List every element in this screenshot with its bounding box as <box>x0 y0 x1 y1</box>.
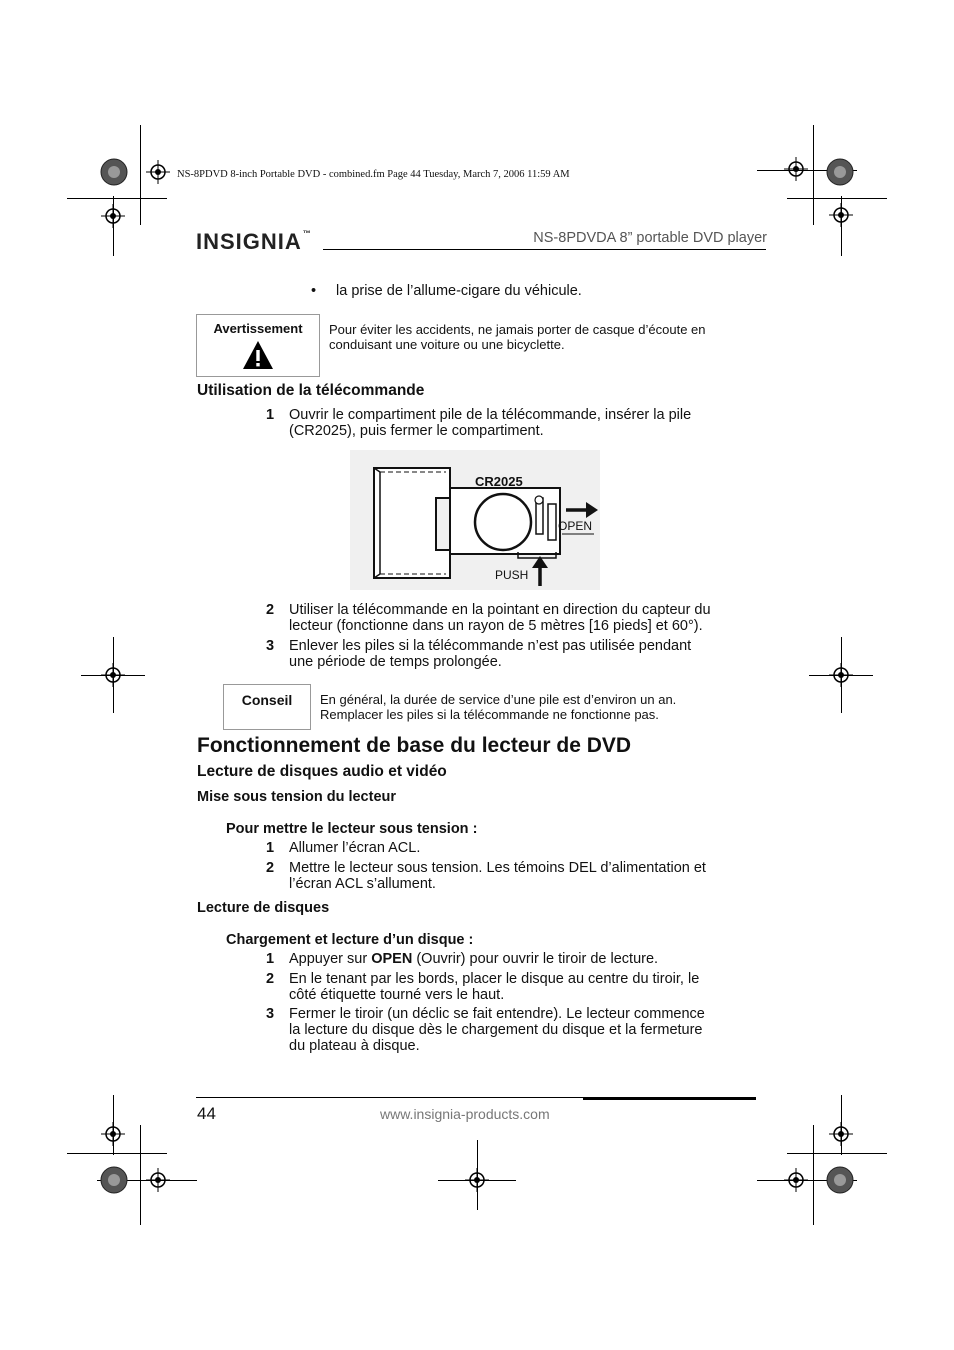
color-wheel-icon <box>100 158 128 186</box>
step-line: lecteur (fonctionne dans un rayon de 5 mètres [16 pieds] et 60°). <box>289 618 703 634</box>
power-procedure-heading: Pour mettre le lecteur sous tension : <box>226 821 478 837</box>
step-line: du plateau à disque. <box>289 1038 420 1054</box>
step-line: Mettre le lecteur sous tension. Les témoins DEL d’alimentation et <box>289 860 706 876</box>
step-text <box>289 860 759 892</box>
step-text <box>289 1006 759 1054</box>
step-text-part: (Ouvrir) pour ouvrir le tiroir de lecture. <box>412 951 659 967</box>
step-line: côté étiquette tourné vers le haut. <box>289 987 505 1003</box>
footer-url: www.insignia-products.com <box>380 1106 550 1122</box>
registration-target-icon <box>146 160 170 184</box>
color-wheel-icon <box>100 1166 128 1194</box>
registration-target-icon <box>784 157 808 181</box>
registration-target-icon <box>784 1168 808 1192</box>
warning-text-line: conduisant une voiture ou une bicyclette. <box>329 337 565 352</box>
open-keyword: OPEN <box>371 951 413 967</box>
step-line: Ouvrir le compartiment pile de la télécommande, insérer la pile <box>289 407 692 423</box>
step-text-part: Appuyer sur <box>289 951 372 967</box>
battery-compartment-diagram <box>350 450 600 590</box>
step-line: l’écran ACL s’allument. <box>289 876 436 892</box>
disc-heading: Lecture de disques <box>197 900 330 916</box>
step-line: une période de temps prolongée. <box>289 654 502 670</box>
registration-target-icon <box>829 1122 853 1146</box>
step-number: 1 <box>266 951 275 967</box>
step-text <box>289 951 759 967</box>
warning-box <box>196 314 320 377</box>
step-line: Allumer l’écran ACL. <box>289 840 421 856</box>
main-heading: Fonctionnement de base du lecteur de DVD <box>197 734 632 757</box>
step-number: 2 <box>266 602 275 618</box>
warning-text <box>329 322 706 352</box>
registration-target-icon <box>829 663 853 687</box>
registration-target-icon <box>146 1168 170 1192</box>
step-line: Enlever les piles si la télécommande n’est pas utilisée pendant <box>289 638 692 654</box>
warning-text-line: Pour éviter les accidents, ne jamais porter de casque d’écoute en <box>329 322 706 337</box>
registration-target-icon <box>465 1168 489 1192</box>
bullet-icon: • <box>311 283 317 299</box>
open-label: OPEN <box>558 519 593 533</box>
disc-procedure-heading: Chargement et lecture d’un disque : <box>226 932 474 948</box>
tip-label: Conseil <box>241 692 293 708</box>
step-number: 3 <box>266 638 275 654</box>
warning-label: Avertissement <box>213 321 303 336</box>
step-line: En le tenant par les bords, placer le disque au centre du tiroir, le <box>289 971 700 987</box>
tip-text-line: Remplacer les piles si la télécommande ne fonctionne pas. <box>320 707 659 722</box>
registration-target-icon <box>101 663 125 687</box>
header-rule <box>323 249 766 250</box>
push-label: PUSH <box>495 568 529 582</box>
footer-rule-accent <box>583 1097 756 1100</box>
step-text <box>289 602 759 634</box>
step-number: 1 <box>266 407 275 423</box>
step-line: Fermer le tiroir (un déclic se fait entendre). Le lecteur commence <box>289 1006 705 1022</box>
intro-bullet-text: la prise de l’allume-cigare du véhicule. <box>336 283 582 299</box>
registration-target-icon <box>101 1122 125 1146</box>
warning-triangle-icon <box>242 340 274 370</box>
step-number: 3 <box>266 1006 275 1022</box>
header-title: NS-8PDVDA 8” portable DVD player <box>533 230 767 246</box>
color-wheel-icon <box>826 158 854 186</box>
step-line: (CR2025), puis fermer le compartiment. <box>289 423 544 439</box>
step-number: 2 <box>266 971 275 987</box>
step-number: 2 <box>266 860 275 876</box>
step-text <box>289 971 759 1003</box>
insignia-logo: INSIGNIA™ <box>196 229 312 254</box>
step-text <box>289 840 759 856</box>
step-number: 1 <box>266 840 275 856</box>
power-heading: Mise sous tension du lecteur <box>197 789 397 805</box>
sub-heading: Lecture de disques audio et vidéo <box>197 763 447 780</box>
color-wheel-icon <box>826 1166 854 1194</box>
step-text <box>289 638 759 670</box>
remote-heading: Utilisation de la télécommande <box>197 382 425 399</box>
step-line: Utiliser la télécommande en la pointant en direction du capteur du <box>289 602 711 618</box>
file-info: NS-8PDVD 8-inch Portable DVD - combined.fm Page 44 Tuesday, March 7, 2006 11:59 AM <box>177 169 570 180</box>
page-number: 44 <box>197 1104 216 1123</box>
battery-label: CR2025 <box>475 474 523 489</box>
step-line: la lecture du disque dès le chargement du disque et la fermeture <box>289 1022 703 1038</box>
tip-text-line: En général, la durée de service d’une pile est d’environ un an. <box>320 692 677 707</box>
tip-text <box>320 692 676 722</box>
logo-text: INSIGNIA <box>196 229 302 254</box>
step-text <box>289 407 759 439</box>
tip-box <box>223 684 311 730</box>
